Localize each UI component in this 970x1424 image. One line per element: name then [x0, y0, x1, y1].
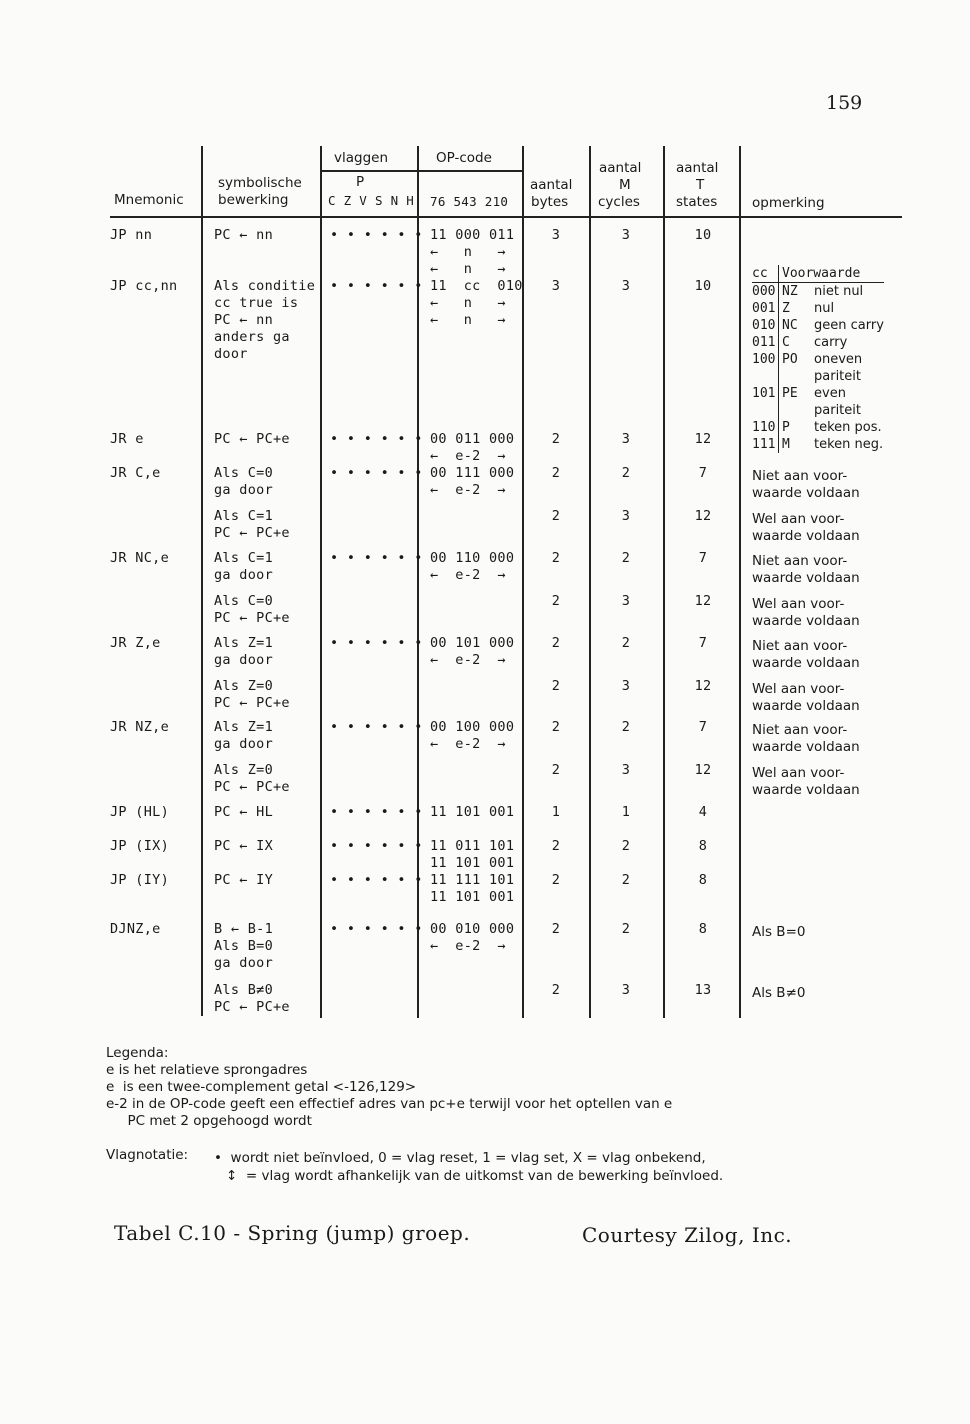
opcode-line: 00 111 000 — [430, 465, 515, 481]
mnemonic-cell: JP (IY) — [110, 872, 169, 888]
opcode-line: ← e-2 → — [430, 482, 506, 498]
mnemonic-cell: JP (HL) — [110, 804, 169, 820]
m-cycles-cell: 2 — [621, 872, 631, 888]
bytes-cell: 1 — [551, 804, 561, 820]
col-divider-1 — [201, 146, 203, 1016]
cc-table-row — [752, 402, 884, 419]
mnemonic-cell: JR e — [110, 431, 144, 447]
t-states-cell: 7 — [698, 635, 708, 651]
opcode-line: ← e-2 → — [430, 938, 506, 954]
remark-line: Wel aan voor- — [752, 681, 845, 697]
flag-notation-line-1: • wordt niet beïnvloed, 0 = vlag reset, 1 = vlag set, X = vlag onbekend, — [214, 1150, 706, 1166]
m-cycles-cell: 2 — [621, 719, 631, 735]
cc-table-header — [752, 265, 884, 283]
m-cycles-cell: 3 — [621, 762, 631, 778]
opcode-line: 00 110 000 — [430, 550, 515, 566]
m-cycles-cell: 3 — [621, 278, 631, 294]
t-states-cell: 12 — [694, 431, 712, 447]
flags-cell: • • • • • • — [330, 635, 423, 651]
header-tstates-2: T — [696, 177, 705, 193]
t-states-cell: 8 — [698, 838, 708, 854]
flags-cell: • • • • • • — [330, 431, 423, 447]
bytes-cell: 2 — [551, 431, 561, 447]
t-states-cell: 7 — [698, 550, 708, 566]
operation-line: ga door — [214, 482, 273, 498]
operation-line: Als C=1 — [214, 508, 273, 524]
opcode-line: ← n → — [430, 261, 506, 277]
header-bytes-1: aantal — [530, 177, 573, 193]
cc-mnemonic: NZ — [778, 283, 812, 300]
cc-meaning: nul — [814, 301, 835, 316]
cc-code: 000 — [752, 284, 776, 299]
cc-meaning: geen carry — [814, 318, 884, 333]
operation-line: Als C=1 — [214, 550, 273, 566]
opcode-line: 11 cc 010 — [430, 278, 523, 294]
cc-code — [752, 402, 778, 419]
condition-code-table — [752, 265, 884, 453]
operation-line: PC ← PC+e — [214, 779, 290, 795]
cc-meaning: pariteit — [814, 403, 861, 418]
operation-line: Als conditie — [214, 278, 316, 294]
remark-line: waarde voldaan — [752, 782, 860, 798]
table-caption: Tabel C.10 - Spring (jump) groep. — [114, 1221, 471, 1245]
opcode-line: 11 111 101 — [430, 872, 515, 888]
remark-line: Als B≠0 — [752, 985, 806, 1001]
remark-line: Wel aan voor- — [752, 765, 845, 781]
legend-title: Legenda: — [106, 1045, 169, 1061]
flags-cell: • • • • • • — [330, 227, 423, 243]
operation-line: Als B≠0 — [214, 982, 273, 998]
operation-line: PC ← HL — [214, 804, 273, 820]
operation-line: PC ← IY — [214, 872, 273, 888]
header-symbolic-1: symbolische — [218, 175, 302, 191]
cc-table-row — [752, 317, 884, 334]
opcode-line: ← e-2 → — [430, 448, 506, 464]
header-tstates-3: states — [676, 194, 718, 210]
header-flags-title: vlaggen — [334, 150, 389, 166]
header-mcycles-3: cycles — [598, 194, 640, 210]
mnemonic-cell: DJNZ,e — [110, 921, 161, 937]
page-number: 159 — [826, 92, 863, 114]
cc-header-code: cc — [752, 266, 768, 281]
opcode-line: ← e-2 → — [430, 652, 506, 668]
operation-line: PC ← PC+e — [214, 431, 290, 447]
remark-line: waarde voldaan — [752, 485, 860, 501]
t-states-cell: 13 — [694, 982, 712, 998]
operation-line: Als Z=0 — [214, 678, 273, 694]
header-opcode-title: OP-code — [436, 150, 492, 166]
operation-line: PC ← PC+e — [214, 525, 290, 541]
operation-line: Als Z=0 — [214, 762, 273, 778]
t-states-cell: 8 — [698, 872, 708, 888]
t-states-cell: 8 — [698, 921, 708, 937]
remark-line: waarde voldaan — [752, 570, 860, 586]
bytes-cell: 2 — [551, 678, 561, 694]
col-divider-2 — [320, 146, 322, 1018]
cc-meaning: teken pos. — [814, 420, 882, 435]
operation-line: Als C=0 — [214, 465, 273, 481]
opcode-line: ← n → — [430, 312, 506, 328]
operation-line: PC ← nn — [214, 312, 273, 328]
flag-notation-label: Vlagnotatie: — [106, 1147, 189, 1163]
remark-line: Wel aan voor- — [752, 596, 845, 612]
cc-mnemonic: PE — [778, 385, 812, 402]
cc-mnemonic: P — [778, 419, 812, 436]
cc-mnemonic: Z — [778, 300, 812, 317]
cc-code: 011 — [752, 335, 776, 350]
remark-line: Niet aan voor- — [752, 722, 848, 738]
flag-notation-line-2: ↕ = vlag wordt afhankelijk van de uitkomst van de bewerking beïnvloed. — [226, 1168, 724, 1184]
opcode-line: ← e-2 → — [430, 736, 506, 752]
t-states-cell: 12 — [694, 593, 712, 609]
operation-line: B ← B-1 — [214, 921, 273, 937]
header-bytes-2: bytes — [531, 194, 569, 210]
cc-table-row — [752, 385, 884, 402]
flags-cell: • • • • • • — [330, 872, 423, 888]
operation-line: PC ← PC+e — [214, 610, 290, 626]
bytes-cell: 3 — [551, 278, 561, 294]
operation-line: ga door — [214, 567, 273, 583]
header-tstates-1: aantal — [676, 160, 719, 176]
legend-line-4: PC met 2 opgehoogd wordt — [106, 1113, 312, 1129]
cc-code: 010 — [752, 318, 776, 333]
cc-meaning: even — [814, 386, 846, 401]
cc-table-row — [752, 368, 884, 385]
cc-header-condition: Voorwaarde — [778, 265, 860, 282]
legend-line-2: e is een twee-complement getal <-126,129> — [106, 1079, 417, 1095]
header-symbolic-2: bewerking — [218, 192, 289, 208]
cc-code: 111 — [752, 437, 776, 452]
header-opcode-bits: 76 543 210 — [430, 194, 509, 209]
opcode-line: 00 100 000 — [430, 719, 515, 735]
t-states-cell: 10 — [694, 278, 712, 294]
flags-cell: • • • • • • — [330, 719, 423, 735]
courtesy-credit: Courtesy Zilog, Inc. — [582, 1223, 793, 1247]
cc-mnemonic: PO — [778, 351, 812, 368]
operation-line: ga door — [214, 736, 273, 752]
operation-line: Als B=0 — [214, 938, 273, 954]
flags-cell: • • • • • • — [330, 921, 423, 937]
m-cycles-cell: 2 — [621, 550, 631, 566]
cc-mnemonic — [778, 402, 812, 419]
header-flags-p: P — [356, 174, 365, 190]
cc-code: 001 — [752, 301, 776, 316]
operation-line: PC ← IX — [214, 838, 273, 854]
cc-mnemonic: C — [778, 334, 812, 351]
mnemonic-cell: JP cc,nn — [110, 278, 178, 294]
t-states-cell: 12 — [694, 678, 712, 694]
bytes-cell: 2 — [551, 762, 561, 778]
m-cycles-cell: 2 — [621, 635, 631, 651]
cc-table-row — [752, 351, 884, 368]
flags-sub-rule — [322, 170, 522, 172]
opcode-line: 11 101 001 — [430, 889, 515, 905]
m-cycles-cell: 2 — [621, 838, 631, 854]
cc-mnemonic: NC — [778, 317, 812, 334]
opcode-line: 11 011 101 — [430, 838, 515, 854]
cc-meaning: oneven — [814, 352, 863, 367]
header-mcycles-1: aantal — [599, 160, 642, 176]
bytes-cell: 2 — [551, 921, 561, 937]
cc-table-row — [752, 436, 884, 453]
cc-meaning: pariteit — [814, 369, 861, 384]
m-cycles-cell: 3 — [621, 678, 631, 694]
flags-cell: • • • • • • — [330, 278, 423, 294]
cc-meaning: niet nul — [814, 284, 864, 299]
cc-table-row — [752, 334, 884, 351]
mnemonic-cell: JR Z,e — [110, 635, 161, 651]
remark-line: waarde voldaan — [752, 613, 860, 629]
legend-line-3: e-2 in de OP-code geeft een effectief adres van pc+e terwijl voor het optellen van e — [106, 1096, 673, 1112]
mnemonic-cell: JP (IX) — [110, 838, 169, 854]
remark-line: Als B=0 — [752, 924, 806, 940]
mnemonic-cell: JR NC,e — [110, 550, 169, 566]
cc-code — [752, 368, 778, 385]
bytes-cell: 3 — [551, 227, 561, 243]
cc-meaning: carry — [814, 335, 848, 350]
t-states-cell: 7 — [698, 465, 708, 481]
flags-cell: • • • • • • — [330, 838, 423, 854]
bytes-cell: 2 — [551, 465, 561, 481]
m-cycles-cell: 3 — [621, 508, 631, 524]
t-states-cell: 10 — [694, 227, 712, 243]
opcode-line: 11 101 001 — [430, 804, 515, 820]
header-bottom-rule — [110, 216, 902, 218]
operation-line: anders ga — [214, 329, 290, 345]
bytes-cell: 2 — [551, 838, 561, 854]
operation-line: ga door — [214, 652, 273, 668]
flags-cell: • • • • • • — [330, 465, 423, 481]
remark-line: Wel aan voor- — [752, 511, 845, 527]
header-mnemonic: Mnemonic — [114, 192, 184, 208]
cc-mnemonic — [778, 368, 812, 385]
remark-line: waarde voldaan — [752, 739, 860, 755]
cc-mnemonic: M — [778, 436, 812, 453]
operation-line: Als Z=1 — [214, 635, 273, 651]
bytes-cell: 2 — [551, 508, 561, 524]
m-cycles-cell: 3 — [621, 431, 631, 447]
remark-line: Niet aan voor- — [752, 553, 848, 569]
bytes-cell: 2 — [551, 872, 561, 888]
bytes-cell: 2 — [551, 550, 561, 566]
mnemonic-cell: JP nn — [110, 227, 153, 243]
opcode-line: 11 000 011 — [430, 227, 515, 243]
operation-line: cc true is — [214, 295, 299, 311]
opcode-line: 00 101 000 — [430, 635, 515, 651]
legend-line-1: e is het relatieve sprongadres — [106, 1062, 308, 1078]
operation-line: Als Z=1 — [214, 719, 273, 735]
remark-line: waarde voldaan — [752, 528, 860, 544]
flags-cell: • • • • • • — [330, 804, 423, 820]
header-mcycles-2: M — [619, 177, 631, 193]
m-cycles-cell: 2 — [621, 465, 631, 481]
t-states-cell: 12 — [694, 762, 712, 778]
t-states-cell: 4 — [698, 804, 708, 820]
opcode-line: ← n → — [430, 295, 506, 311]
m-cycles-cell: 3 — [621, 227, 631, 243]
opcode-line: 11 101 001 — [430, 855, 515, 871]
flags-cell: • • • • • • — [330, 550, 423, 566]
remark-line: waarde voldaan — [752, 655, 860, 671]
cc-code: 100 — [752, 352, 776, 367]
cc-meaning: teken neg. — [814, 437, 884, 452]
opcode-line: ← e-2 → — [430, 567, 506, 583]
operation-line: ga door — [214, 955, 273, 971]
m-cycles-cell: 2 — [621, 921, 631, 937]
bytes-cell: 2 — [551, 635, 561, 651]
bytes-cell: 2 — [551, 719, 561, 735]
header-flags-names: C Z V S N H — [328, 193, 415, 208]
mnemonic-cell: JR NZ,e — [110, 719, 169, 735]
cc-table-row — [752, 283, 884, 300]
t-states-cell: 12 — [694, 508, 712, 524]
t-states-cell: 7 — [698, 719, 708, 735]
remark-line: Niet aan voor- — [752, 468, 848, 484]
opcode-line: ← n → — [430, 244, 506, 260]
remark-line: Niet aan voor- — [752, 638, 848, 654]
bytes-cell: 2 — [551, 982, 561, 998]
operation-line: PC ← PC+e — [214, 695, 290, 711]
operation-line: PC ← PC+e — [214, 999, 290, 1015]
operation-line: door — [214, 346, 248, 362]
operation-line: PC ← nn — [214, 227, 273, 243]
mnemonic-cell: JR C,e — [110, 465, 161, 481]
cc-table-row — [752, 419, 884, 436]
m-cycles-cell: 1 — [621, 804, 631, 820]
header-remark: opmerking — [752, 195, 825, 211]
cc-code: 110 — [752, 420, 776, 435]
cc-code: 101 — [752, 386, 776, 401]
m-cycles-cell: 3 — [621, 982, 631, 998]
opcode-line: 00 010 000 — [430, 921, 515, 937]
cc-table-row — [752, 300, 884, 317]
bytes-cell: 2 — [551, 593, 561, 609]
operation-line: Als C=0 — [214, 593, 273, 609]
opcode-line: 00 011 000 — [430, 431, 515, 447]
m-cycles-cell: 3 — [621, 593, 631, 609]
remark-line: waarde voldaan — [752, 698, 860, 714]
